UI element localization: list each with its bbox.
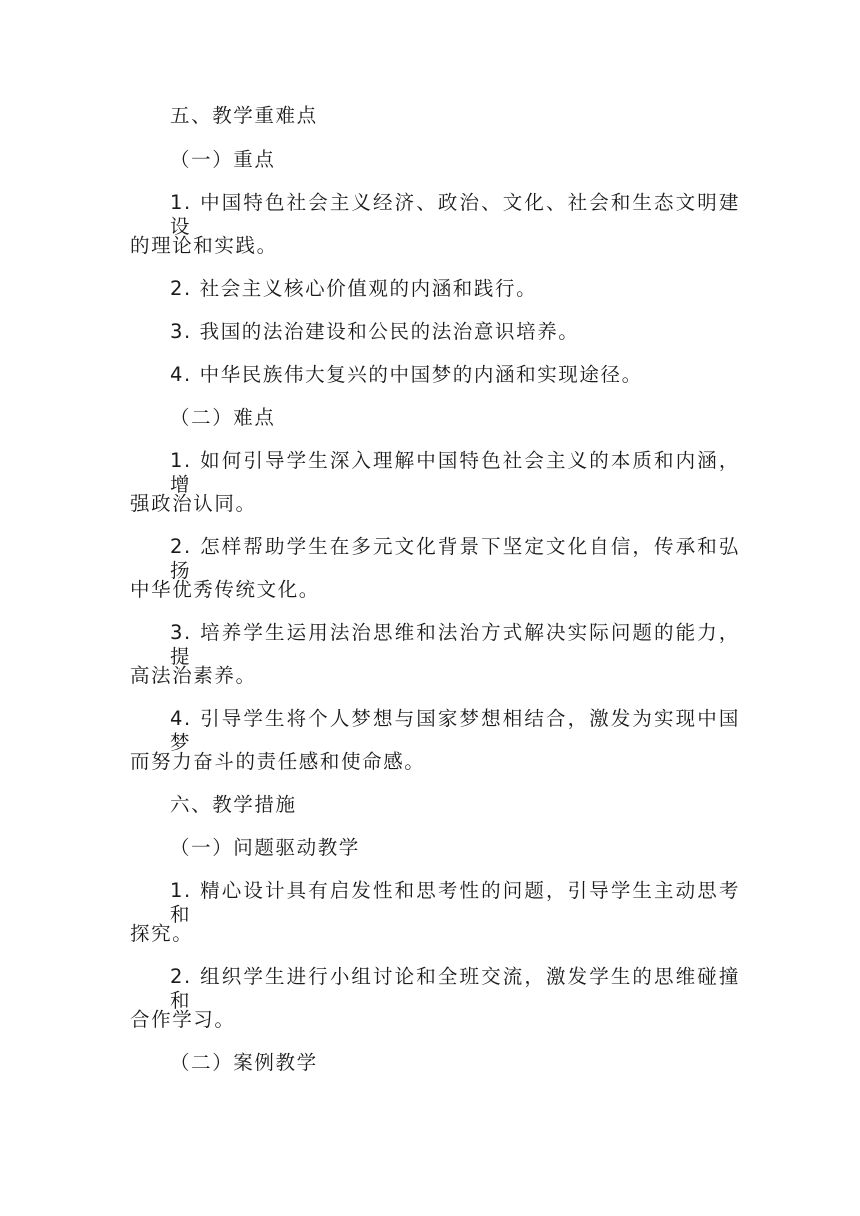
paragraph-line: 1. 精心设计具有启发性和思考性的问题，引导学生主动思考和 xyxy=(170,879,740,926)
section-heading-5: 五、教学重难点 xyxy=(170,104,318,127)
paragraph-line: 而努力奋斗的责任感和使命感。 xyxy=(130,750,426,773)
paragraph-line: 1. 如何引导学生深入理解中国特色社会主义的本质和内涵，增 xyxy=(170,449,740,496)
subsection-heading-case-teaching: （二）案例教学 xyxy=(170,1051,318,1074)
paragraph-line: 强政治认同。 xyxy=(130,492,257,515)
paragraph-line: 2. 组织学生进行小组讨论和全班交流，激发学生的思维碰撞和 xyxy=(170,965,740,1012)
paragraph-line: 3. 我国的法治建设和公民的法治意识培养。 xyxy=(170,320,580,343)
paragraph-line: 合作学习。 xyxy=(130,1008,236,1031)
subsection-heading-key-points: （一）重点 xyxy=(170,148,276,171)
paragraph-line: 2. 社会主义核心价值观的内涵和践行。 xyxy=(170,277,538,300)
paragraph-line: 4. 引导学生将个人梦想与国家梦想相结合，激发为实现中国梦 xyxy=(170,707,740,754)
paragraph-line: 4. 中华民族伟大复兴的中国梦的内涵和实现途径。 xyxy=(170,363,643,386)
subsection-heading-problem-driven: （一）问题驱动教学 xyxy=(170,836,360,859)
paragraph-line: 中华优秀传统文化。 xyxy=(130,578,320,601)
paragraph-line: 2. 怎样帮助学生在多元文化背景下坚定文化自信，传承和弘扬 xyxy=(170,535,740,582)
section-heading-6: 六、教学措施 xyxy=(170,793,297,816)
paragraph-line: 1. 中国特色社会主义经济、政治、文化、社会和生态文明建设 xyxy=(170,191,740,238)
paragraph-line: 的理论和实践。 xyxy=(130,234,278,257)
paragraph-line: 3. 培养学生运用法治思维和法治方式解决实际问题的能力，提 xyxy=(170,621,740,668)
paragraph-line: 探究。 xyxy=(130,922,194,945)
subsection-heading-difficulties: （二）难点 xyxy=(170,406,276,429)
paragraph-line: 高法治素养。 xyxy=(130,664,257,687)
